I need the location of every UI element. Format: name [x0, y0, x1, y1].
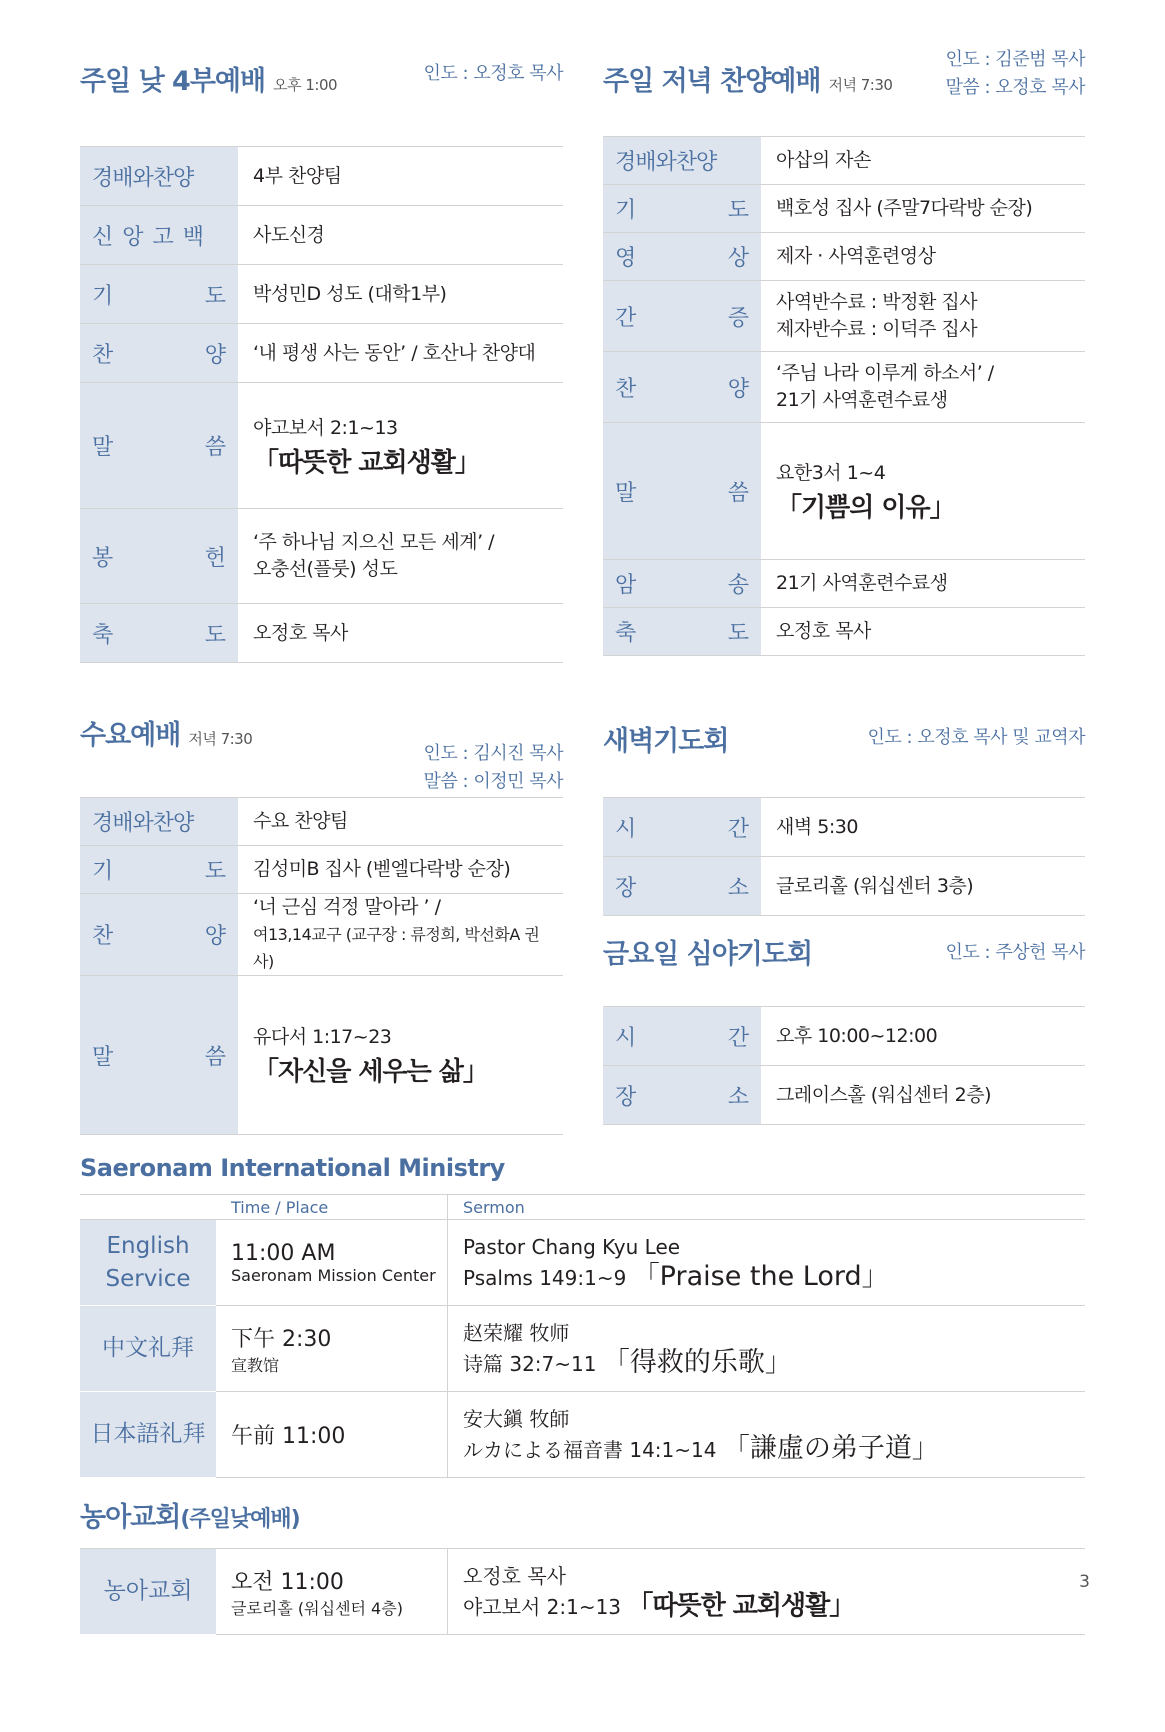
table-row	[80, 1549, 1085, 1635]
label-text: 장 소	[615, 875, 749, 901]
service-place: Saeronam Mission Center	[231, 1265, 436, 1285]
row-label	[80, 798, 238, 846]
section-title	[80, 713, 252, 752]
label-line: English	[106, 1232, 190, 1259]
row-value: 글로리홀 (워십센터 3층)	[761, 857, 1085, 916]
preacher: Pastor Chang Kyu Lee	[463, 1235, 681, 1259]
section-title: 새벽기도회	[603, 726, 729, 757]
service-time: 下午 2:30	[231, 1326, 332, 1352]
label-text: 축 도	[615, 621, 749, 646]
label-text: 찬 양	[615, 376, 749, 402]
label-text: 기 도	[92, 859, 226, 884]
leader-info: 인도 : 오정호 목사 및 교역자	[867, 727, 1085, 748]
section-title	[603, 59, 892, 98]
row-value	[761, 281, 1085, 352]
scripture-ref: 야고보서 2:1~13	[463, 1595, 622, 1619]
table-row	[80, 1392, 1085, 1478]
table-row	[80, 1306, 1085, 1392]
row-label	[80, 509, 238, 604]
time-place-cell	[216, 1306, 448, 1392]
sermon-title: 「기쁨의 이유」	[776, 493, 955, 523]
service-time: 오전 11:00	[231, 1569, 344, 1595]
sunday4-header	[80, 40, 563, 128]
scripture-ref: 诗篇 32:7~11	[463, 1352, 597, 1376]
row-label	[603, 352, 761, 423]
preacher-line: 말씀 : 오정호 목사	[945, 77, 1085, 98]
service-label	[80, 1392, 216, 1478]
scripture-ref: 요한3서 1~4	[776, 462, 886, 484]
value-line: 오충선(플룻) 성도	[253, 558, 398, 580]
international-section	[80, 1148, 1085, 1478]
sermon-cell	[761, 423, 1085, 560]
table-row	[603, 1066, 1085, 1125]
header-time-place: Time / Place	[216, 1195, 448, 1220]
row-value: 오정호 목사	[238, 604, 563, 663]
row-label	[603, 857, 761, 916]
label-line: Service	[105, 1265, 191, 1292]
label-text: 영 상	[615, 246, 749, 271]
title-text: 주일 낮 4부예배	[80, 66, 266, 97]
row-label	[80, 894, 238, 976]
row-value: 사도신경	[238, 206, 563, 265]
sermon-title: 「Praise the Lord」	[632, 1261, 889, 1292]
label-text: 축 도	[92, 622, 226, 648]
value-line: 여13,14교구 (교구장 : 류정희, 박선화A 권사)	[253, 925, 540, 971]
table-row	[603, 798, 1085, 857]
label-text: 찬 양	[92, 342, 226, 368]
leader-info	[424, 740, 563, 796]
leader-line: 인도 : 오정호 목사	[423, 63, 563, 84]
leader-info	[424, 60, 563, 88]
dawn-header	[603, 712, 1085, 798]
preacher: 오정호 목사	[463, 1564, 566, 1588]
label-text: 말 씀	[92, 435, 226, 460]
page-number: 3	[1079, 1572, 1090, 1592]
scripture-ref: Psalms 149:1~9	[463, 1266, 627, 1290]
table-row	[603, 857, 1085, 916]
title-subtitle: (주일낮예배)	[180, 1507, 300, 1532]
table-row	[80, 798, 563, 846]
label-text: 간 증	[615, 305, 749, 331]
row-value: 제자 · 사역훈련영상	[761, 233, 1085, 281]
value-line: ‘주님 나라 이루게 하소서’ /	[776, 362, 994, 384]
row-label	[80, 147, 238, 206]
title-text: 주일 저녁 찬양예배	[603, 66, 821, 97]
value-line: ‘너 근심 걱정 말아라 ’ /	[253, 896, 441, 918]
service-time: 저녁 7:30	[188, 730, 253, 748]
sermon-cell	[448, 1392, 1086, 1478]
title-text: 농아교회	[80, 1502, 181, 1533]
sermon-cell	[448, 1306, 1086, 1392]
table-row	[80, 265, 563, 324]
row-label	[80, 265, 238, 324]
evening-praise-section	[603, 40, 1085, 656]
table-row	[80, 383, 563, 509]
table-row	[603, 1007, 1085, 1066]
friday-night-section	[603, 921, 1085, 1125]
section-title: Saeronam International Ministry	[80, 1154, 505, 1182]
row-label	[80, 206, 238, 265]
row-label	[603, 560, 761, 608]
deaf-church-section	[80, 1498, 1085, 1635]
table-row	[80, 1220, 1085, 1306]
dawn-prayer-section	[603, 712, 1085, 916]
row-label	[80, 976, 238, 1135]
row-value: 오정호 목사	[761, 608, 1085, 656]
service-time: 午前 11:00	[231, 1424, 346, 1449]
dawn-info-table	[603, 797, 1085, 916]
table-row	[603, 423, 1085, 560]
scripture-ref: 유다서 1:17~23	[253, 1026, 392, 1048]
leader-info: 인도 : 주상헌 목사	[945, 942, 1085, 963]
row-value: 그레이스홀 (워십센터 2층)	[761, 1066, 1085, 1125]
section-title	[80, 1498, 1085, 1548]
row-label	[603, 281, 761, 352]
value-line: 사역반수료 : 박정환 집사	[776, 291, 978, 313]
row-label	[603, 1007, 761, 1066]
row-value: 아삽의 자손	[761, 137, 1085, 185]
table-row	[80, 206, 563, 265]
row-label	[603, 1066, 761, 1125]
sermon-title: 「자신을 세우는 삶」	[253, 1057, 488, 1087]
time-place-cell	[216, 1220, 448, 1306]
row-value: 새벽 5:30	[761, 798, 1085, 857]
service-place: 宣教馆	[231, 1355, 280, 1375]
wednesday-header	[80, 712, 563, 798]
label-text: 시 간	[615, 1025, 749, 1051]
header-sermon: Sermon	[448, 1195, 1086, 1220]
sermon-cell	[448, 1220, 1086, 1306]
friday-header	[603, 921, 1085, 1007]
table-row	[80, 509, 563, 604]
table-row	[603, 233, 1085, 281]
row-label	[603, 423, 761, 560]
label-text: 장 소	[615, 1084, 749, 1110]
row-value	[238, 894, 563, 976]
scripture-ref: ルカによる福音書 14:1~14	[463, 1438, 717, 1462]
friday-info-table	[603, 1006, 1085, 1125]
deaf-church-table	[80, 1548, 1085, 1635]
table-row	[603, 281, 1085, 352]
table-row	[80, 976, 563, 1135]
row-label	[80, 383, 238, 509]
label-text: 기 도	[615, 198, 749, 223]
value-line: 제자반수료 : 이덕주 집사	[776, 318, 978, 340]
row-label	[603, 185, 761, 233]
label-text: 신앙고백	[92, 224, 214, 250]
label-text: 봉 헌	[92, 545, 226, 571]
service-label	[80, 1306, 216, 1392]
table-row	[603, 185, 1085, 233]
sermon-title: 「謙虛の弟子道」	[722, 1433, 939, 1464]
service-time: 오후 1:00	[273, 76, 338, 94]
row-value: 김성미B 집사 (벧엘다락방 순장)	[238, 846, 563, 894]
sermon-cell	[238, 383, 563, 509]
label-text: 찬 양	[92, 924, 226, 949]
label-text: 경배와찬양	[92, 165, 194, 191]
row-label	[80, 604, 238, 663]
time-place-cell	[216, 1392, 448, 1478]
table-row	[603, 352, 1085, 423]
sermon-title: 「得救的乐歌」	[602, 1347, 792, 1378]
wednesday-order-table	[80, 797, 563, 1135]
service-label	[80, 1220, 216, 1306]
label-text: 경배와찬양	[92, 811, 194, 836]
row-value: 백호성 집사 (주말7다락방 순장)	[761, 185, 1085, 233]
row-label	[603, 608, 761, 656]
table-row	[80, 147, 563, 206]
section-title	[80, 59, 337, 98]
label-text: 시 간	[615, 816, 749, 842]
scripture-ref: 야고보서 2:1~13	[253, 416, 398, 439]
row-label	[80, 846, 238, 894]
label-text: 기 도	[92, 283, 226, 309]
row-value	[761, 352, 1085, 423]
service-time: 11:00 AM	[231, 1240, 336, 1266]
section-title: 금요일 심야기도회	[603, 939, 813, 970]
sermon-title: 「따뜻한 교회생활」	[253, 447, 480, 478]
row-value: 박성민D 성도 (대학1부)	[238, 265, 563, 324]
table-header-row	[80, 1195, 1085, 1220]
sermon-title: 「따뜻한 교회생활」	[627, 1591, 855, 1621]
row-label	[603, 137, 761, 185]
preacher-line: 말씀 : 이정민 목사	[423, 771, 563, 792]
header-blank	[80, 1195, 216, 1220]
row-value: 수요 찬양팀	[238, 798, 563, 846]
table-row	[80, 894, 563, 976]
sermon-cell	[448, 1549, 1086, 1635]
leader-info	[946, 46, 1085, 102]
leader-line: 인도 : 김준범 목사	[945, 49, 1085, 70]
evening-order-table	[603, 136, 1085, 656]
time-place-cell	[216, 1549, 448, 1635]
label-text: 암 송	[615, 573, 749, 598]
table-row	[603, 137, 1085, 185]
label-text: 말 씀	[92, 1044, 226, 1070]
row-value	[238, 509, 563, 604]
row-label	[80, 324, 238, 383]
service-label: 농아교회	[80, 1549, 216, 1635]
preacher: 安大鎭 牧師	[463, 1407, 570, 1431]
row-label	[603, 233, 761, 281]
wednesday-section	[80, 712, 563, 1135]
row-value: 오후 10:00~12:00	[761, 1007, 1085, 1066]
international-table	[80, 1194, 1085, 1478]
sunday4-order-table	[80, 146, 563, 663]
row-value: 21기 사역훈련수료생	[761, 560, 1085, 608]
label-line: 日本語礼拜	[90, 1421, 206, 1447]
title-text: 수요예배	[80, 720, 181, 751]
leader-line: 인도 : 김시진 목사	[423, 743, 563, 764]
table-row	[603, 560, 1085, 608]
evening-header	[603, 40, 1085, 128]
service-place: 글로리홀 (워십센터 4층)	[231, 1598, 403, 1618]
row-label	[603, 798, 761, 857]
table-row	[80, 846, 563, 894]
value-line: ‘주 하나님 지으신 모든 세계’ /	[253, 531, 495, 553]
sunday4-section	[80, 40, 563, 663]
table-row	[603, 608, 1085, 656]
label-text: 말 씀	[615, 480, 749, 506]
preacher: 赵荣耀 牧师	[463, 1321, 570, 1345]
row-value: ‘내 평생 사는 동안’ / 호산나 찬양대	[238, 324, 563, 383]
table-row	[80, 324, 563, 383]
table-row	[80, 604, 563, 663]
label-text: 경배와찬양	[615, 150, 717, 175]
row-value: 4부 찬양팀	[238, 147, 563, 206]
label-line: 中文礼拜	[102, 1335, 194, 1361]
service-time: 저녁 7:30	[828, 76, 893, 94]
sermon-cell	[238, 976, 563, 1135]
value-line: 21기 사역훈련수료생	[776, 389, 948, 411]
